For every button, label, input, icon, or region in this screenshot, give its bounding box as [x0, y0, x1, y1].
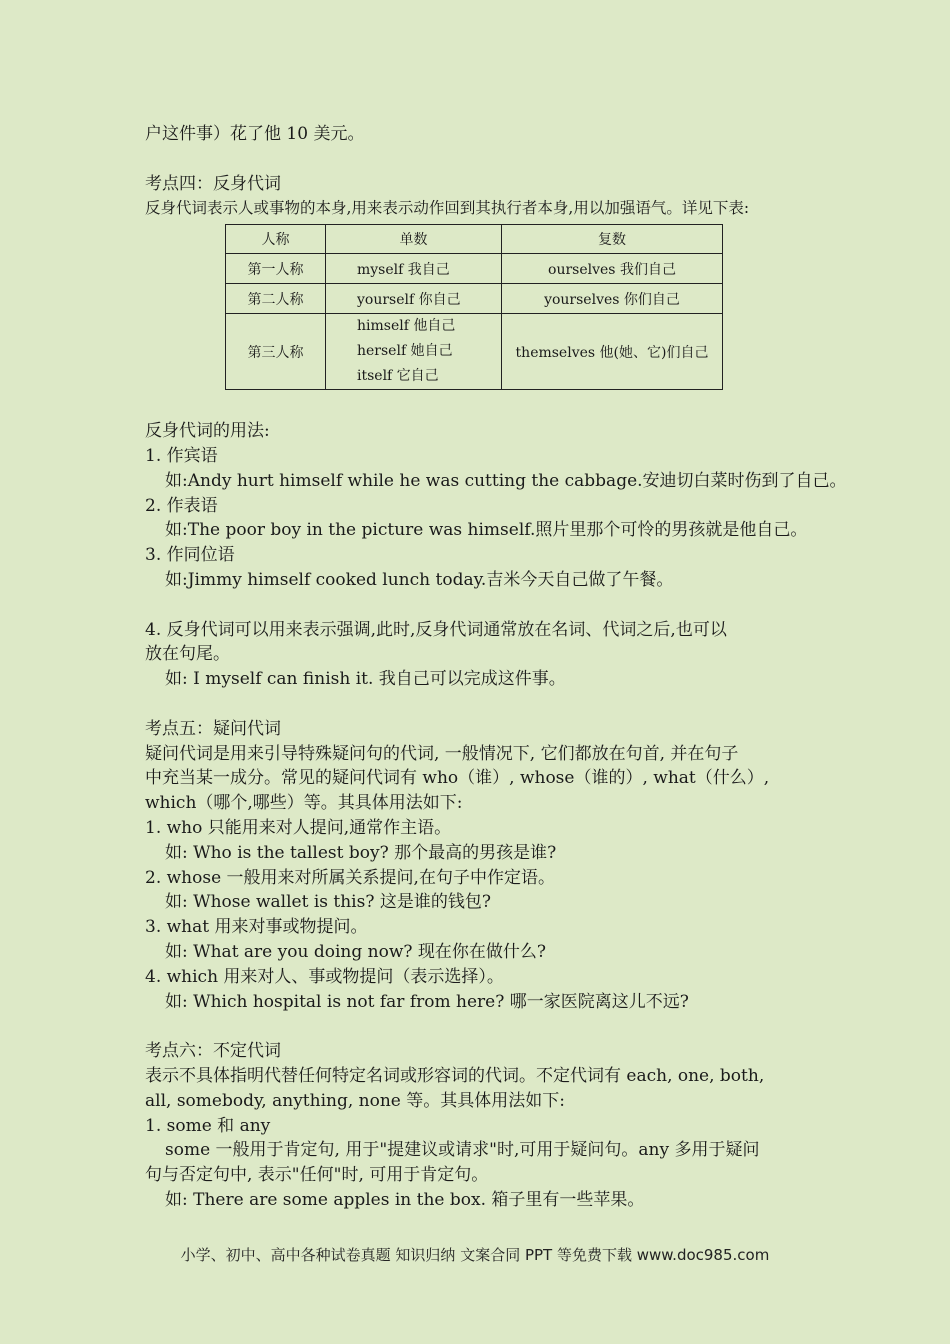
header-plural: 复数: [502, 225, 723, 254]
list-item: 4. 反身代词可以用来表示强调,此时,反身代词通常放在名词、代词之后,也可以: [145, 619, 727, 640]
singular-text: himself 他自己: [357, 318, 456, 334]
cell-singular: [326, 314, 502, 390]
cell-person: 第三人称: [226, 314, 326, 390]
text-line: all, somebody, anything, none 等。其具体用法如下:: [145, 1090, 565, 1111]
text-line: 反身代词表示人或事物的本身,用来表示动作回到其执行者本身,用以加强语气。详见下表:: [145, 199, 750, 218]
list-item: 3. what 用来对事或物提问。: [145, 917, 368, 938]
header-person: 人称: [226, 225, 326, 254]
text-line: some 一般用于肯定句, 用于"提建议或请求"时,可用于疑问句。any 多用于疑问: [165, 1140, 760, 1161]
singular-text: herself 她自己: [357, 343, 453, 359]
section-heading-6: 考点六：不定代词: [145, 1041, 281, 1062]
singular-text: myself 我自己: [357, 261, 450, 278]
section-heading-5: 考点五：疑问代词: [145, 718, 281, 739]
example-line: 如:Andy hurt himself while he was cutting the cabbage.安迪切白菜时伤到了自己。: [165, 470, 847, 491]
list-item: 1. who 只能用来对人提问,通常作主语。: [145, 817, 452, 838]
list-item: 3. 作同位语: [145, 545, 235, 566]
table-row: [226, 254, 723, 284]
text-line: which（哪个,哪些）等。其具体用法如下:: [145, 793, 463, 814]
example-line: 如: Whose wallet is this? 这是谁的钱包?: [165, 892, 491, 913]
header-singular: 单数: [326, 225, 502, 254]
table-row: [226, 284, 723, 314]
example-line: 如:Jimmy himself cooked lunch today.吉米今天自己做了午餐。: [165, 569, 674, 590]
text-line: 句与否定句中, 表示"任何"时, 可用于肯定句。: [145, 1165, 489, 1186]
cell-person: 第二人称: [226, 284, 326, 314]
singular-text: itself 它自己: [357, 368, 439, 384]
reflexive-pronoun-table: [225, 224, 723, 390]
list-item: 1. 作宾语: [145, 445, 218, 466]
list-item: 2. 作表语: [145, 495, 218, 516]
usage-heading: 反身代词的用法:: [145, 421, 270, 442]
cell-singular: [326, 284, 502, 314]
text-line: 疑问代词是用来引导特殊疑问句的代词, 一般情况下, 它们都放在句首, 并在句子: [145, 743, 739, 764]
example-line: 如:The poor boy in the picture was himself.照片里那个可怜的男孩就是他自己。: [165, 520, 808, 541]
cell-singular: [326, 254, 502, 284]
table-header-row: [226, 225, 723, 254]
example-line: 如: What are you doing now? 现在你在做什么?: [165, 941, 546, 962]
example-line: 如: I myself can finish it. 我自己可以完成这件事。: [165, 669, 566, 690]
list-item: 1. some 和 any: [145, 1115, 271, 1136]
footer-watermark: 小学、初中、高中各种试卷真题 知识归纳 文案合同 PPT 等免费下载 www.doc985.com: [180, 1246, 770, 1264]
example-line: 如: Which hospital is not far from here? 哪一家医院离这儿不远?: [165, 991, 689, 1012]
example-line: 如: Who is the tallest boy? 那个最高的男孩是谁?: [165, 842, 557, 863]
table-row: [226, 314, 723, 390]
example-line: 如: There are some apples in the box. 箱子里有一些苹果。: [165, 1189, 645, 1210]
text-line: 表示不具体指明代替任何特定名词或形容词的代词。不定代词有 each, one, both,: [145, 1065, 765, 1086]
list-item: 2. whose 一般用来对所属关系提问,在句子中作定语。: [145, 867, 555, 888]
cell-plural: yourselves 你们自己: [502, 284, 723, 314]
list-item: 4. which 用来对人、事或物提问（表示选择）。: [145, 966, 504, 987]
text-line: 放在句尾。: [145, 644, 230, 665]
text-line: 户这件事）花了他 10 美元。: [145, 124, 365, 144]
singular-text: yourself 你自己: [357, 291, 461, 308]
cell-plural: ourselves 我们自己: [502, 254, 723, 284]
text-line: 中充当某一成分。常见的疑问代词有 who（谁）, whose（谁的）, what（什么）,: [145, 768, 770, 789]
cell-person: 第一人称: [226, 254, 326, 284]
section-heading-4: 考点四：反身代词: [145, 173, 281, 194]
cell-plural: themselves 他(她、它)们自己: [502, 314, 723, 390]
